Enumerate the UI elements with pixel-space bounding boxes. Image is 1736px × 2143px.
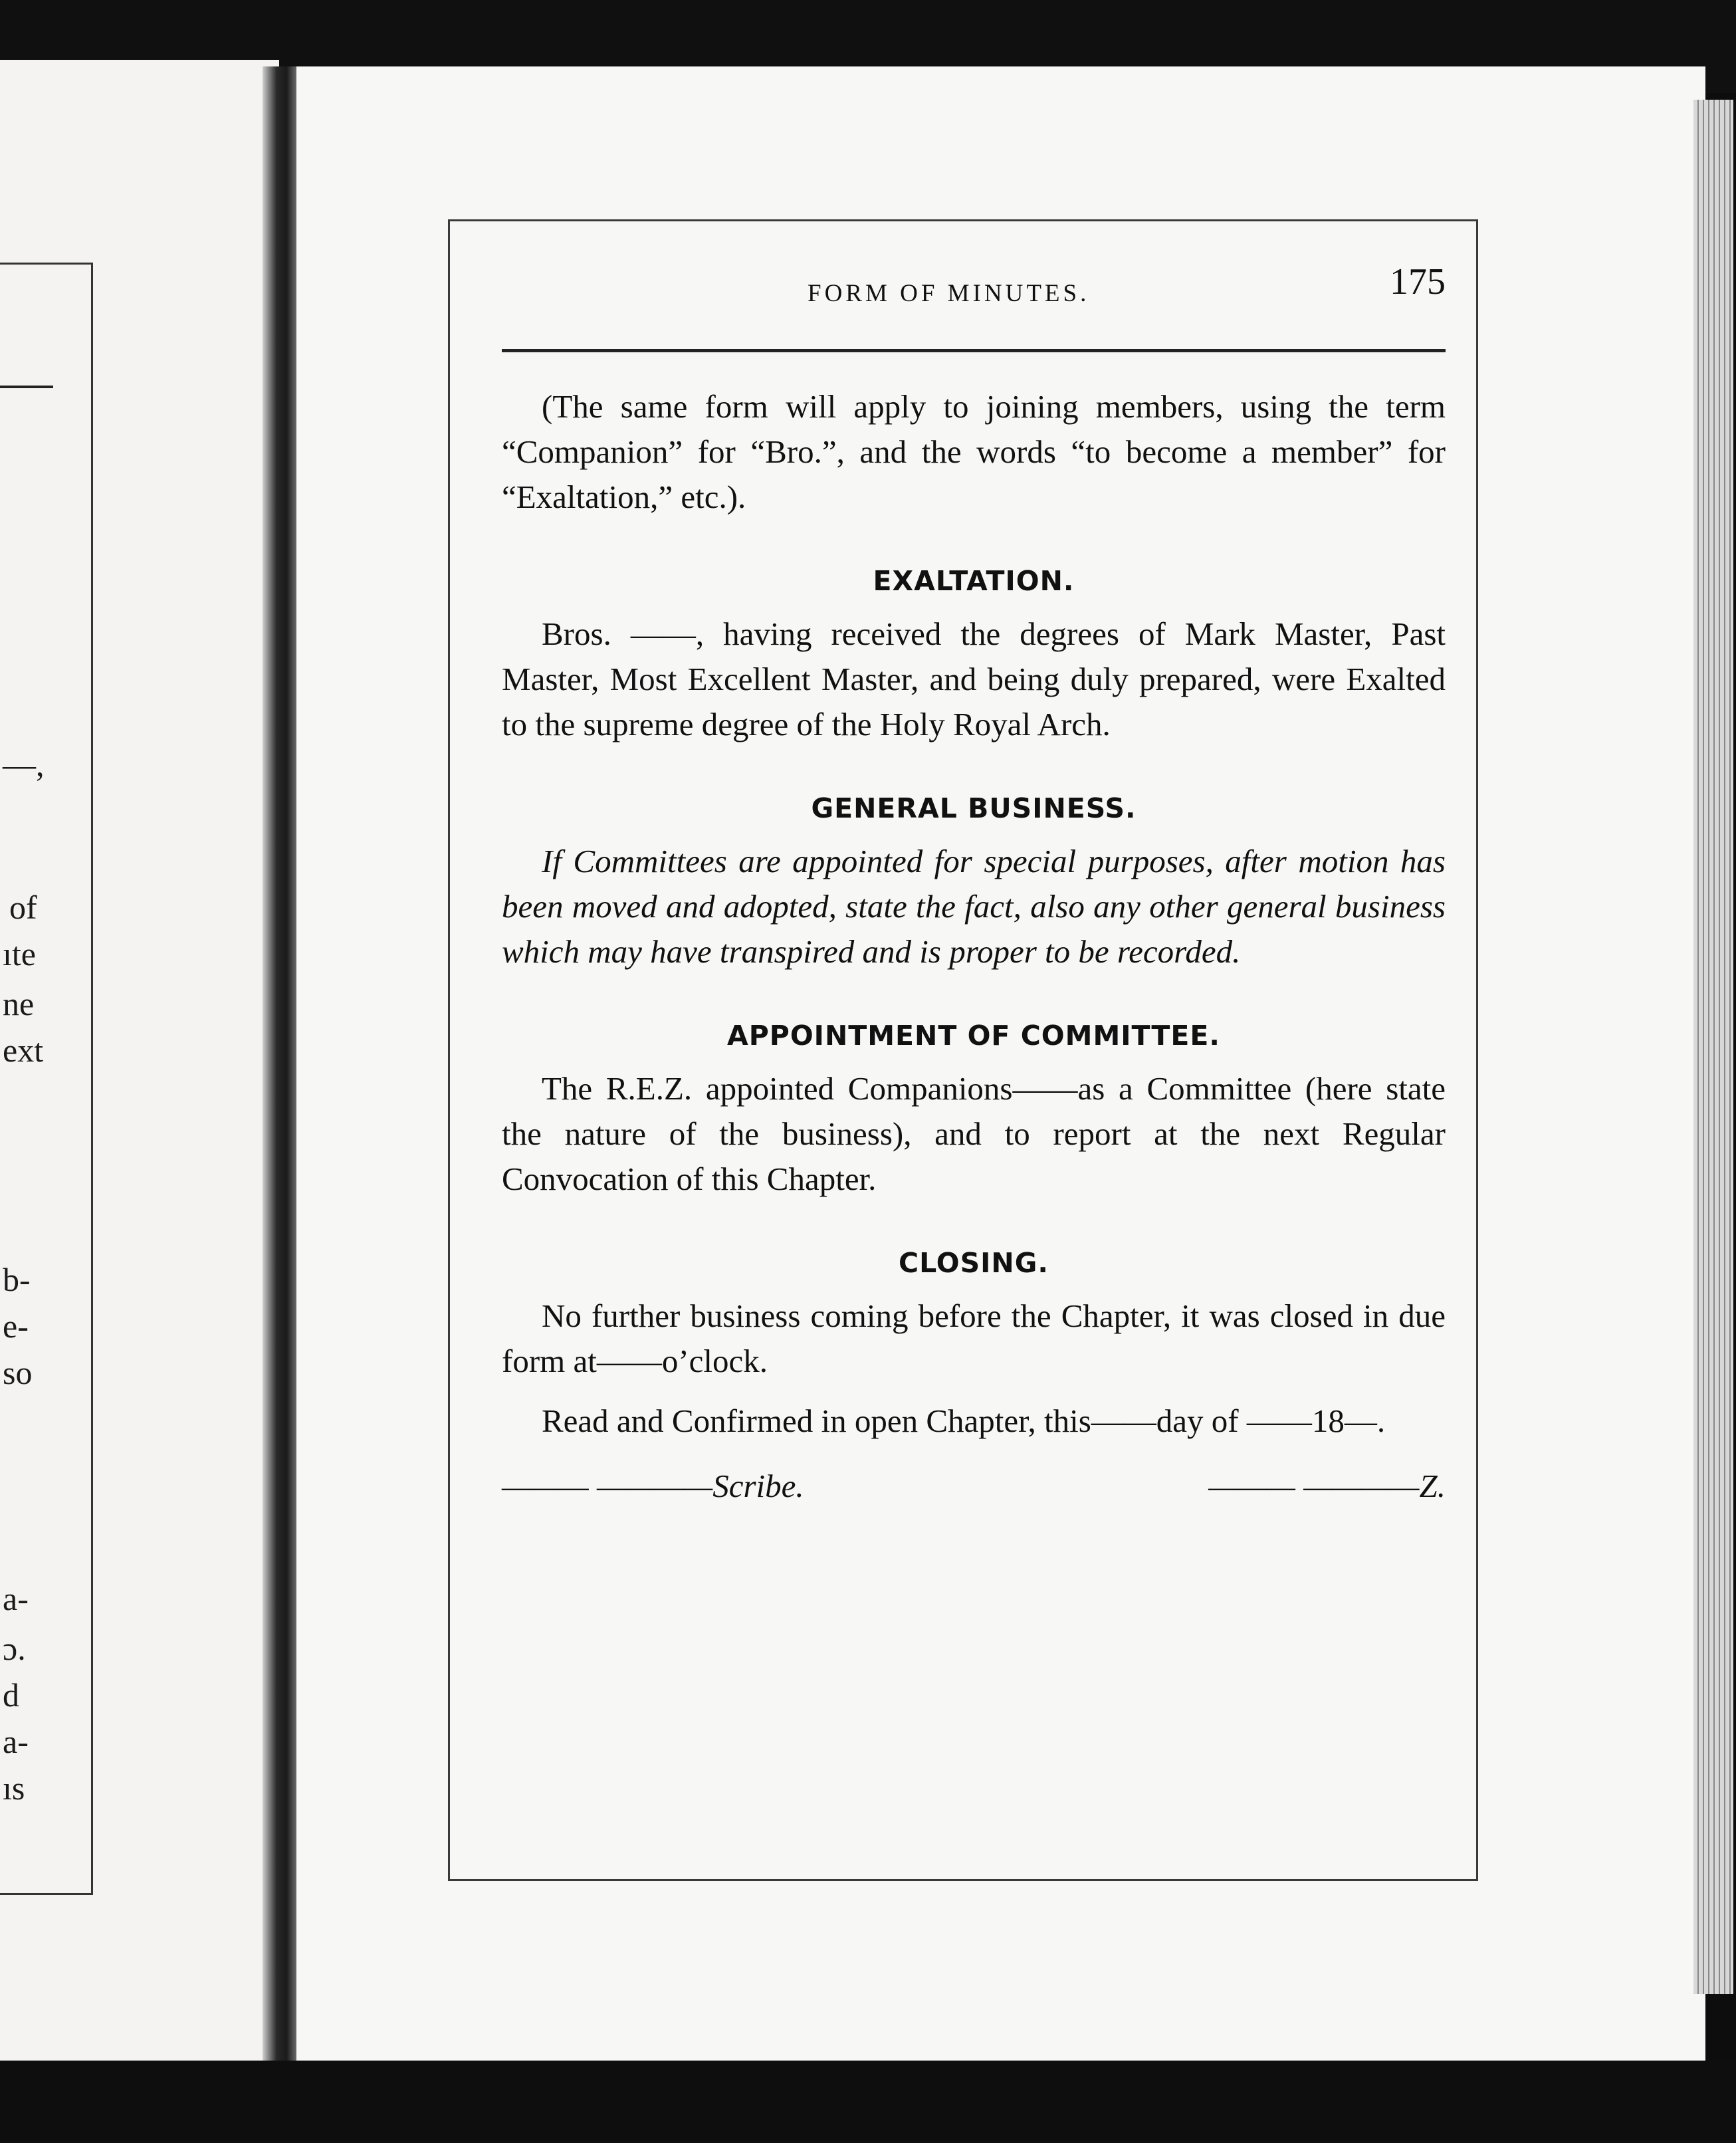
closing-paragraph: No further business coming before the Chapter, it was closed in due form at——o’clock. xyxy=(502,1297,1446,1379)
left-page-fragment: a- xyxy=(3,1723,29,1760)
heading-closing: CLOSING. xyxy=(899,1247,1049,1279)
left-page-fragment: —, xyxy=(3,746,45,783)
heading-appointment-of-committee: APPOINTMENT OF COMMITTEE. xyxy=(727,1020,1220,1052)
left-page-fragment: ɔ. xyxy=(3,1630,26,1667)
left-page-fragment: so xyxy=(3,1354,33,1391)
appointment-paragraph: The R.E.Z. appointed Companions——as a Committee (here state the nature of the business), and to report at the next Regular Convocation of this Chapter. xyxy=(502,1070,1446,1197)
left-page-fragment: ne xyxy=(3,985,35,1022)
running-head xyxy=(502,259,1446,319)
left-page-rule xyxy=(0,386,53,388)
page-text-block xyxy=(502,259,1446,1509)
general-business-paragraph: If Committees are appointed for special purposes, after motion has been moved and adopted, state the fact, also any other general business which may have transpired and is proper to be recorded. xyxy=(502,843,1446,970)
page-number: 175 xyxy=(1390,261,1446,302)
left-page-fragment: ıte xyxy=(3,935,36,972)
page-edges xyxy=(1693,100,1733,1994)
left-page-fragment: e- xyxy=(3,1307,29,1345)
intro-paragraph: (The same form will apply to joining members, using the term “Companion” for “Bro.”, and the words “to become a member” for “Exaltation,” etc.). xyxy=(502,388,1446,515)
left-page-fragment: ıs xyxy=(3,1769,25,1807)
heading-exaltation: EXALTATION. xyxy=(873,565,1075,597)
exaltation-paragraph: Bros. ——, having received the degrees of Mark Master, Past Master, Most Excellent Master, and being duly prepared, were Exalted to the supreme degree of the Holy Royal Arch. xyxy=(502,616,1446,742)
running-head-title: FORM OF MINUTES. xyxy=(808,280,1090,307)
left-page-fragment: of xyxy=(9,889,37,926)
confirmation-paragraph: Read and Confirmed in open Chapter, this——day of ——18—. xyxy=(542,1403,1386,1439)
left-page-fragment: b- xyxy=(3,1261,31,1298)
scribe-signature: ——— ————Scribe. xyxy=(502,1468,804,1504)
left-page xyxy=(0,60,279,2067)
heading-general-business: GENERAL BUSINESS. xyxy=(811,792,1137,824)
left-page-fragment: ext xyxy=(3,1032,44,1069)
running-head-rule xyxy=(502,349,1446,352)
signature-line xyxy=(502,1464,1446,1509)
z-signature: ——— ————Z. xyxy=(1208,1468,1446,1504)
scan-bottom-border xyxy=(0,2061,1736,2143)
left-page-fragment: d xyxy=(3,1676,19,1714)
left-page-fragment: a- xyxy=(3,1580,29,1617)
